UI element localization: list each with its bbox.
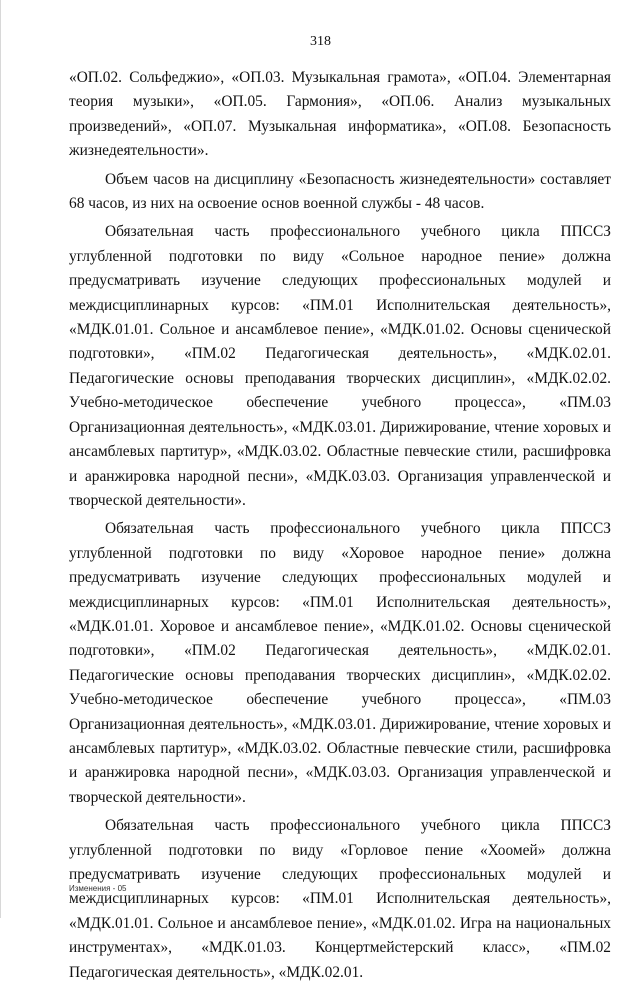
paragraph-solo-folk-singing: Обязательная часть профессионального учебного цикла ППССЗ углубленной подготовки по виду «Сольное народное пение» должна предусматривать изучение следующих профессиональных модулей и междисциплинарных курсов: «ПМ.01 Исполнительская деятельность», «МДК.01.01. Сольное и ансамблевое пение», «МДК.01.02. Основы сценической подготовки», «ПМ.02 Педагогическая деятельность», «МДК.02.01. Педагогические основы преподавания творческих дисциплин», «МДК.02.02. Учебно-методическое обеспечение учебного процесса», «ПМ.03 Организационная деятельность», «МДК.03.01. Дирижирование, чтение хоровых и ансамблевых партитур», «МДК.03.02. Областные певческие стили, расшифровка и аранжировка народной песни», «МДК.03.03. Организация управленческой и творческой деятельности». bbox=[69, 223, 611, 509]
paragraph-safety-hours: Объем часов на дисциплину «Безопасность жизнедеятельности» составляет 68 часов, из них на освоение основ военной службы - 48 часов. bbox=[69, 170, 611, 213]
page-number: 318 bbox=[310, 34, 331, 49]
paragraph-throat-singing: Обязательная часть профессионального учебного цикла ППССЗ углубленной подготовки по виду «Горловое пение «Хоомей» должна предусматривать изучение следующих профессиональных модулей и междисциплинарных курсов: «ПМ.01 Исполнительская деятельность», «МДК.01.01. Сольное и ансамблевое пение», «МДК.01.02. Игра на национальных инструментах», «МДК.01.03. Концертмейстерский класс», «ПМ.02 Педагогическая деятельность», «МДК.02.01. bbox=[69, 817, 611, 981]
footer-revision-note: Изменения - 05 bbox=[69, 884, 127, 893]
paragraph-disciplines-list: «ОП.02. Сольфеджио», «ОП.03. Музыкальная грамота», «ОП.04. Элементарная теория музыки», «ОП.05. Гармония», «ОП.06. Анализ музыкальных произведений», «ОП.07. Музыкальная информатика», «ОП.08. Безопасность жизнедеятельности». bbox=[69, 69, 611, 160]
paragraph-choral-folk-singing: Обязательная часть профессионального учебного цикла ППССЗ углубленной подготовки по виду «Хоровое народное пение» должна предусматривать изучение следующих профессиональных модулей и междисциплинарных курсов: «ПМ.01 Исполнительская деятельность», «МДК.01.01. Хоровое и ансамблевое пение», «МДК.01.02. Основы сценической подготовки», «ПМ.02 Педагогическая деятельность», «МДК.02.01. Педагогические основы преподавания творческих дисциплин», «МДК.02.02. Учебно-методическое обеспечение учебного процесса», «ПМ.03 Организационная деятельность», «МДК.03.01. Дирижирование, чтение хоровых и ансамблевых партитур», «МДК.03.02. Областные певческие стили, расшифровка и аранжировка народной песни», «МДК.03.03. Организация управленческой и творческой деятельности». bbox=[69, 520, 611, 806]
body-text bbox=[69, 66, 611, 989]
